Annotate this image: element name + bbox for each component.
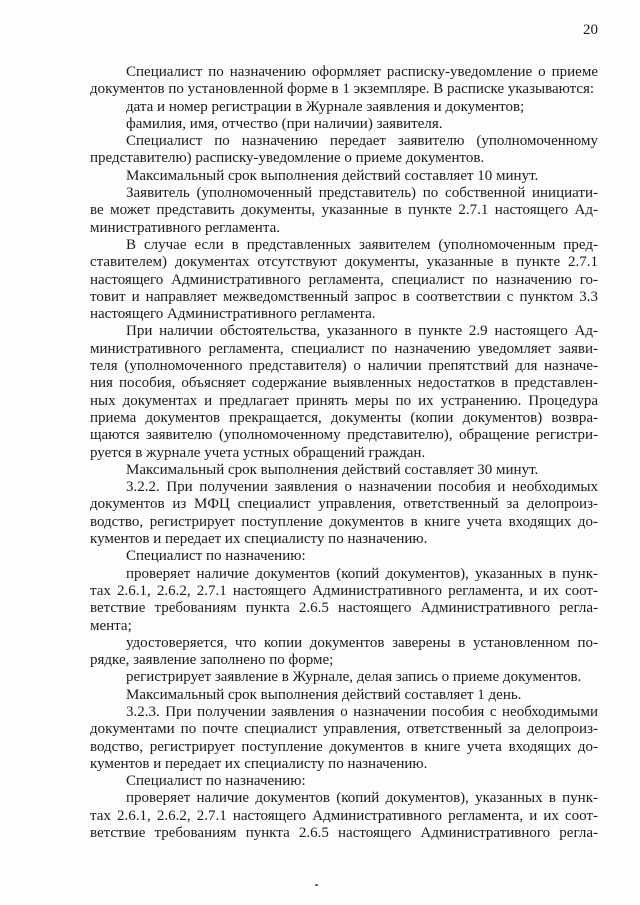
scan-artifact (315, 884, 318, 886)
text-line: теля (уполномоченного представителя) о наличии препятствий для назначе- (90, 358, 598, 375)
text-line: документами по почте специалист управления, ответственный за делопроиз- (90, 721, 598, 738)
text-line: щаются заявителю (уполномоченному представителю), обращение регистри- (90, 427, 598, 444)
text-line: 3.2.2. При получении заявления о назначении пособия и необходимых (126, 479, 598, 496)
text-line: документов из МФЦ специалист управления, ответственный за делопроиз- (90, 496, 598, 513)
text-line: министративного регламента. (90, 219, 280, 236)
text-line: Специалист по назначению: (126, 773, 306, 790)
text-line: водство, регистрирует поступление документов в книге учета входящих до- (90, 513, 598, 530)
text-line: водство, регистрирует поступление документов в книге учета входящих до- (90, 738, 598, 755)
text-line: ве может представить документы, указанные в пункте 2.7.1 настоящего Ад- (90, 202, 598, 219)
text-line: Максимальный срок выполнения действий составляет 10 минут. (126, 167, 539, 184)
text-line: документов по установленной форме в 1 экземпляре. В расписке указываются: (90, 81, 595, 98)
text-line: министративного регламента, специалист по назначению уведомляет заяви- (90, 340, 598, 357)
text-line: кументов и передает их специалисту по назначению. (90, 531, 428, 548)
text-line: Максимальный срок выполнения действий составляет 1 день. (126, 686, 522, 703)
text-line: Специалист по назначению передает заявителю (уполномоченному (126, 133, 598, 150)
text-line: приема документов прекращается, документы (копии документов) возвра- (90, 409, 598, 426)
text-line: рядке, заявление заполнено по форме; (90, 652, 334, 669)
text-line: тах 2.6.1, 2.6.2, 2.7.1 настоящего Административного регламента, и их соот- (90, 807, 598, 824)
text-line: ставителем) документах отсутствуют документы, указанные в пункте 2.7.1 (90, 254, 598, 271)
text-line: Максимальный срок выполнения действий составляет 30 минут. (126, 461, 539, 478)
text-line: регистрирует заявление в Журнале, делая запись о приеме документов. (126, 669, 582, 686)
text-line: представителю) расписку-уведомление о приеме документов. (90, 150, 485, 167)
text-line: товит и направляет межведомственный запрос в соответствии с пунктом 3.3 (90, 288, 598, 305)
text-line: Специалист по назначению: (126, 548, 306, 565)
text-line: ных документах и предлагает принять меры по их устранению. Процедура (90, 392, 598, 409)
text-line: дата и номер регистрации в Журнале заявления и документов; (126, 98, 525, 115)
text-line: Специалист по назначению оформляет расписку-уведомление о приеме (126, 64, 598, 80)
text-line: проверяет наличие документов (копий документов), указанных в пунк- (126, 565, 598, 582)
text-line: 3.2.3. При получении заявления о назначении пособия с необходимыми (126, 703, 598, 720)
text-line: При наличии обстоятельства, указанного в пункте 2.9 настоящего Ад- (126, 323, 598, 340)
text-line: ветствие требованиям пункта 2.6.5 настоящего Административного регла- (90, 600, 598, 617)
text-line: мента; (90, 617, 132, 634)
text-line: тах 2.6.1, 2.6.2, 2.7.1 настоящего Административного регламента, и их соот- (90, 582, 598, 599)
text-line: удостоверяется, что копии документов заверены в установленном по- (126, 634, 598, 651)
text-line: кументов и передает их специалисту по назначению. (90, 755, 428, 772)
document-body (90, 64, 598, 842)
text-line: фамилия, имя, отчество (при наличии) заявителя. (126, 115, 443, 132)
text-line: В случае если в представленных заявителем (уполномоченным пред- (126, 236, 598, 253)
text-line: ния пособия, объясняет содержание выявленных недостатков в представлен- (90, 375, 598, 392)
text-line: руется в журнале учета устных обращений граждан. (90, 444, 426, 461)
page-number: 20 (583, 22, 598, 38)
text-line: настоящего Административного регламента, специалист по назначению го- (90, 271, 598, 288)
text-line: Заявитель (уполномоченный представитель) по собственной инициати- (126, 185, 598, 202)
text-line: проверяет наличие документов (копий документов), указанных в пунк- (126, 790, 598, 807)
text-line: ветствие требованиям пункта 2.6.5 настоящего Административного регла- (90, 825, 598, 842)
text-line: настоящего Административного регламента. (90, 306, 376, 323)
